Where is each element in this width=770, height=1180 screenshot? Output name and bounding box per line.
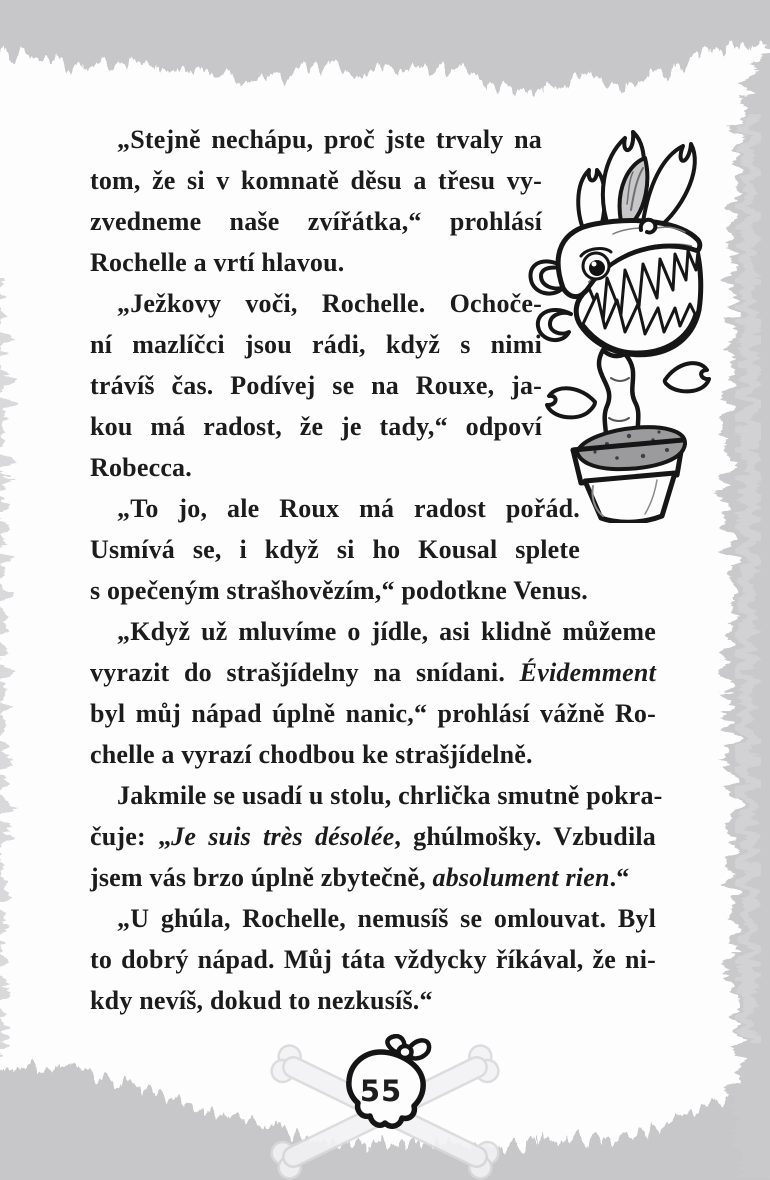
text-line: vyrazit do strašjídelny na snídani. Évidemment xyxy=(90,658,656,687)
page-text xyxy=(90,119,663,1021)
page-number: 55 xyxy=(359,1074,403,1108)
paragraph xyxy=(90,898,656,1021)
text-line: to dobrý nápad. Můj táta vždycky říkával, že ni- xyxy=(90,945,656,974)
text-line: čuje: „Je suis très désolée, ghúlmošky. Vzbudila xyxy=(90,822,656,851)
paragraph xyxy=(90,775,663,898)
text-line: kdy nevíš, dokud to nezkusíš.“ xyxy=(90,986,433,1015)
paragraph xyxy=(90,119,542,283)
page-number-badge xyxy=(336,1034,432,1136)
text-line: zvedneme naše zvířátka,“ prohlásí xyxy=(90,207,542,236)
text-line: ní mazlíčci jsou rádi, když s nimi xyxy=(90,330,542,359)
paragraph xyxy=(90,283,542,488)
text-line: „Stejně nechápu, proč jste trvaly na xyxy=(117,125,542,154)
text-line: „Ježkovy voči, Rochelle. Ochoče- xyxy=(117,289,542,318)
text-line: „U ghúla, Rochelle, nemusíš se omlouvat. Byl xyxy=(117,904,656,933)
text-line: jsem vás brzo úplně zbytečně, absolument rien.“ xyxy=(90,863,630,892)
paragraph xyxy=(90,488,588,611)
text-line: s opečeným strašhovězím,“ podotkne Venus. xyxy=(90,576,588,605)
text-line: trávíš čas. Podívej se na Rouxe, ja- xyxy=(90,371,542,400)
text-line: Rochelle a vrtí hlavou. xyxy=(90,248,345,277)
paragraph xyxy=(90,611,656,775)
text-line: Jakmile se usadí u stolu, chrlička smutně pokra- xyxy=(117,781,663,810)
text-line: „To jo, ale Roux má radost pořád. xyxy=(117,494,580,523)
text-line: byl můj nápad úplně nanic,“ prohlásí vážně Ro- xyxy=(90,699,656,728)
text-line: Usmívá se, i když si ho Kousal splete xyxy=(90,535,580,564)
text-line: chelle a vyrazí chodbou ke strašjídelně. xyxy=(90,740,533,769)
text-line: kou má radost, že je tady,“ odpoví xyxy=(90,412,542,441)
text-line: tom, že si v komnatě děsu a třesu vy- xyxy=(90,166,542,195)
text-line: „Když už mluvíme o jídle, asi klidně můžeme xyxy=(117,617,656,646)
text-line: Robecca. xyxy=(90,453,192,482)
